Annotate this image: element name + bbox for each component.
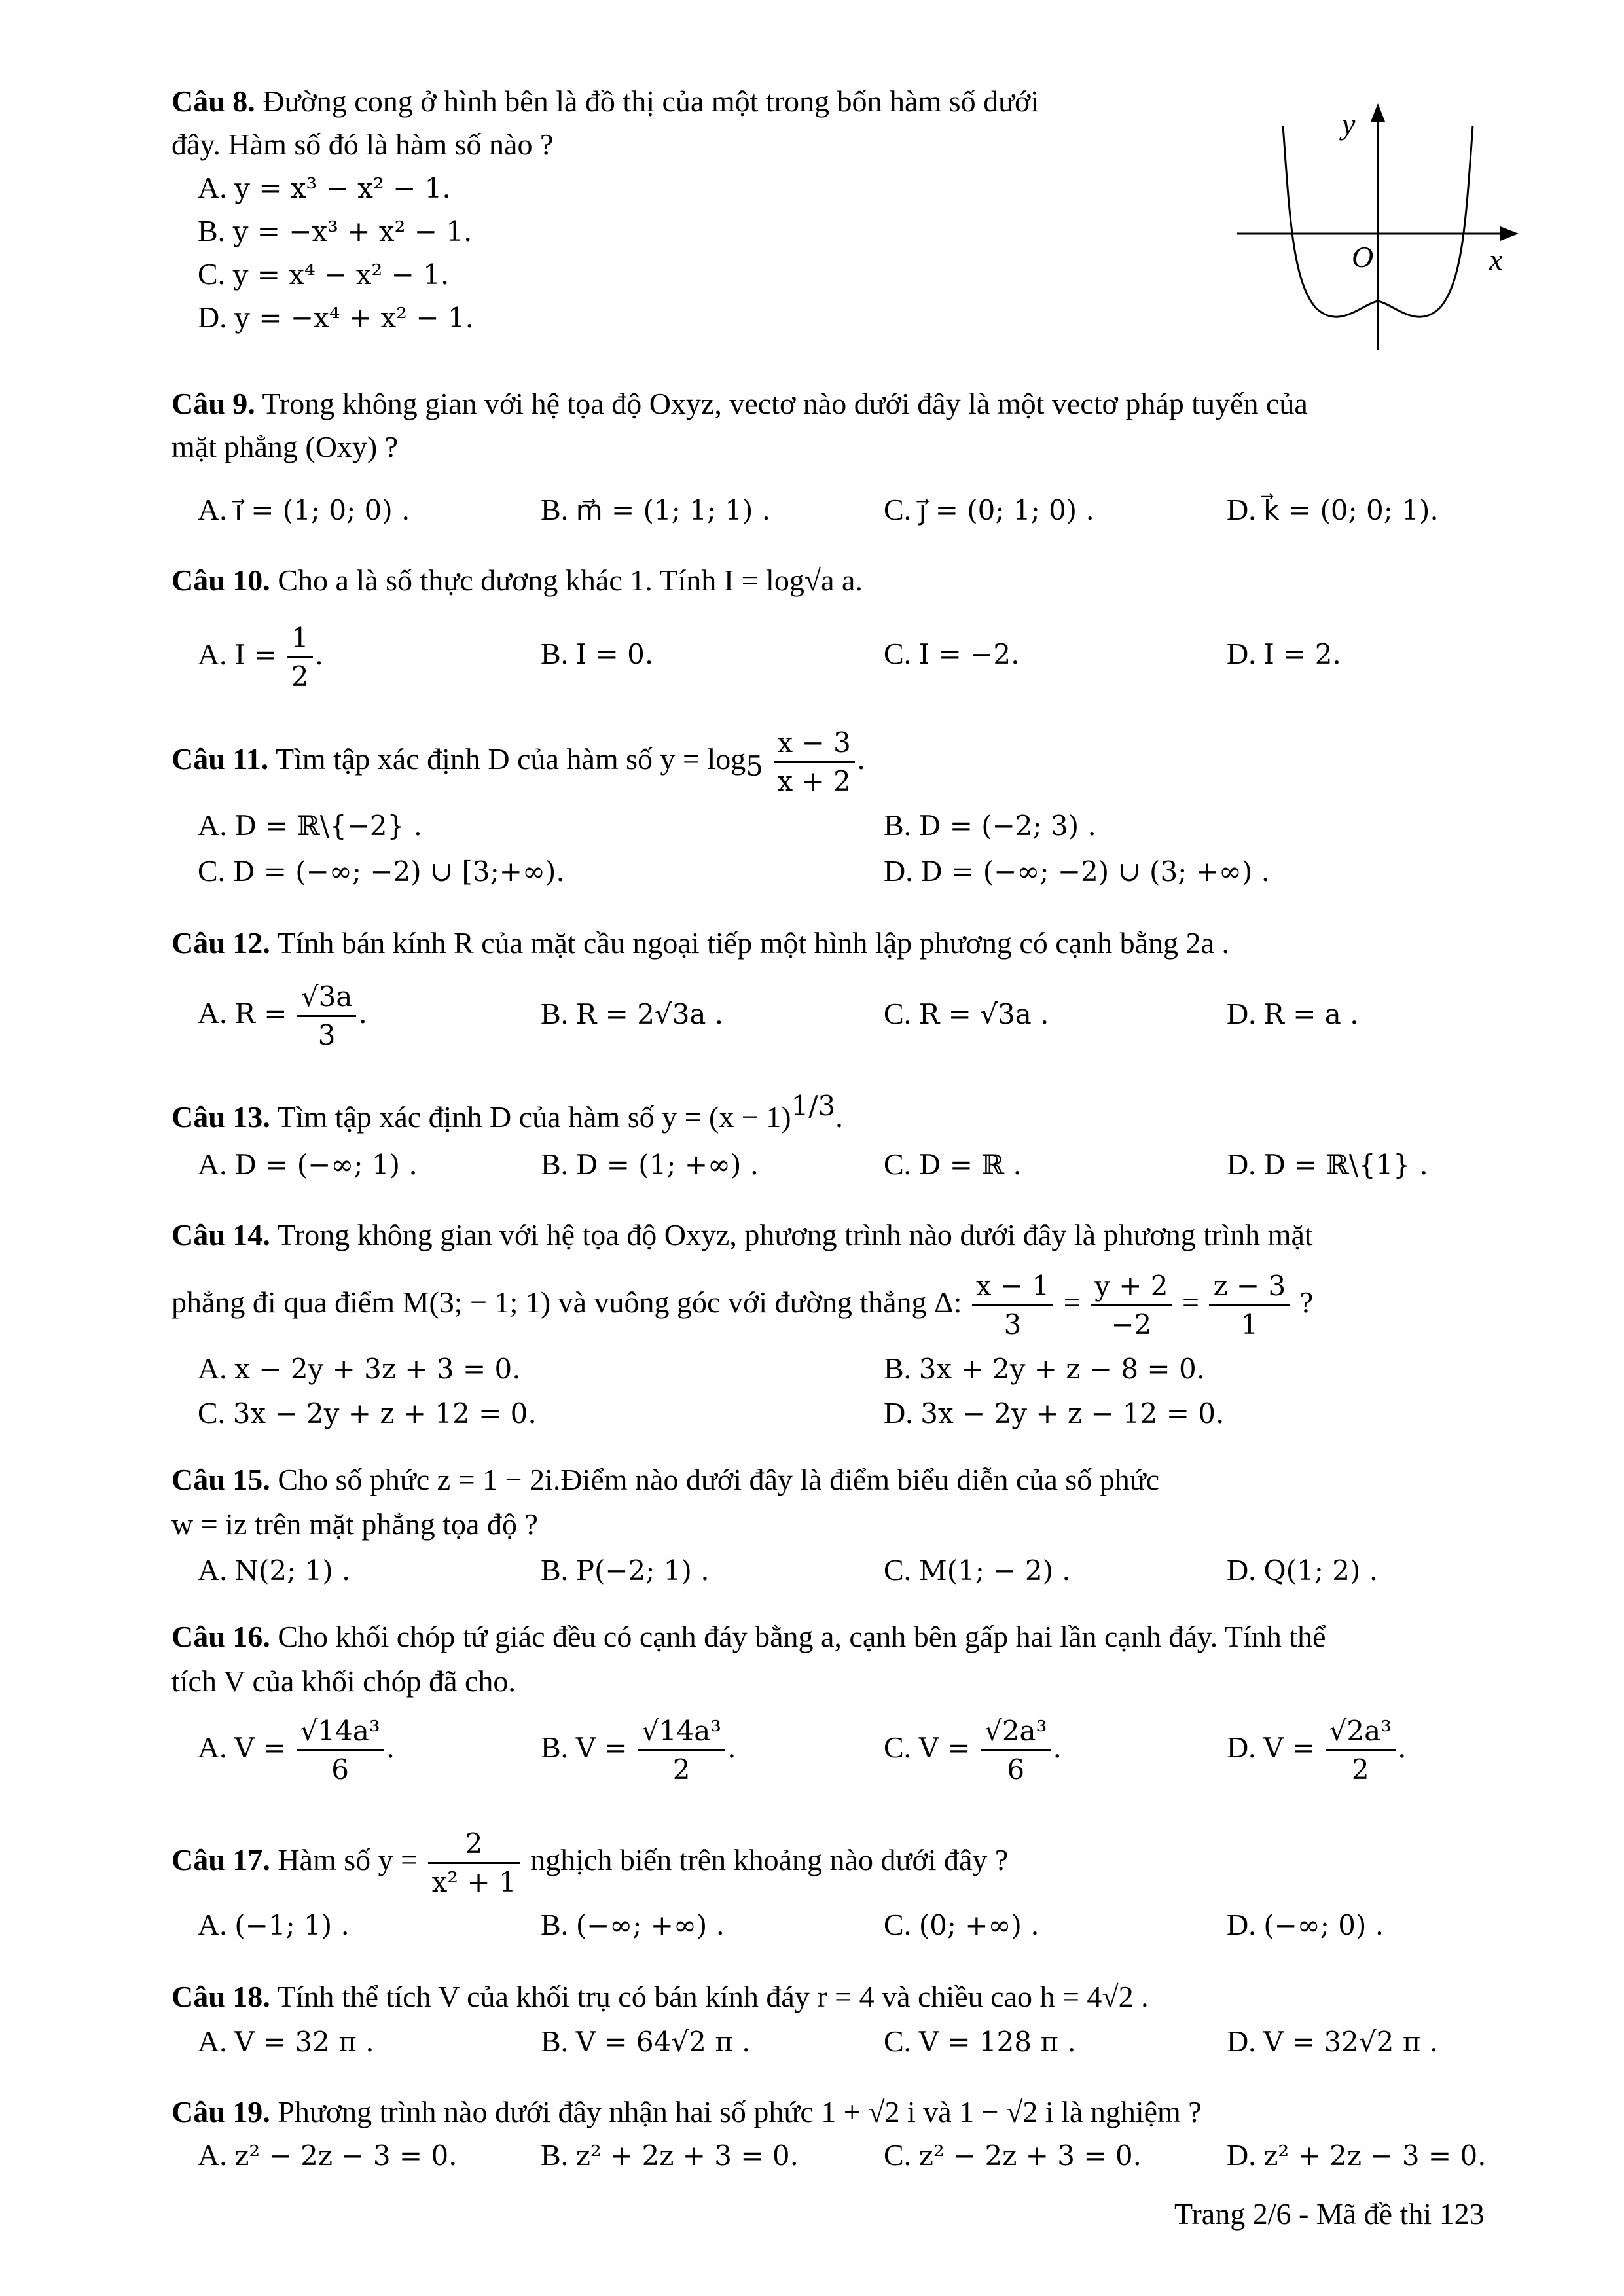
q12-option-a[interactable]: A. R = $\frac{√3a}{3}$ .	[198, 974, 367, 1054]
q8-text1: Đường cong ở hình bên là đồ thị của một trong bốn hàm số dưới	[262, 84, 1039, 118]
q19-option-d[interactable]: D. z² + 2z − 3 = 0.	[1227, 2138, 1487, 2172]
q17-option-d[interactable]: D. (−∞; 0) .	[1227, 1908, 1384, 1941]
q8-option-a[interactable]: A. y = x³ − x² − 1.	[198, 171, 451, 204]
q10-option-a[interactable]: A. I = $\frac{1}{2}$ .	[198, 615, 323, 695]
q17-option-b[interactable]: B. (−∞; +∞) .	[541, 1908, 725, 1941]
q15-stem-line1: Câu 15. Cho số phức z = 1 − 2i.Điểm nào dưới đây là điểm biểu diễn của số phức	[171, 1463, 1160, 1496]
q14-stem-line1: Câu 14. Trong không gian với hệ tọa độ Oxyz, phương trình nào dưới đây là phương trình mặt	[171, 1218, 1313, 1251]
q15-option-b[interactable]: B. P(−2; 1) .	[541, 1553, 710, 1587]
q13-stem: Câu 13. Tìm tập xác định D của hàm số $y = (x - 1)^{1/3}$.	[171, 1090, 843, 1134]
q13-option-b[interactable]: B. D = (1; +∞) .	[541, 1147, 759, 1181]
x-axis-label: x	[1489, 243, 1503, 276]
q14-option-b[interactable]: B. 3x + 2y + z − 8 = 0.	[884, 1352, 1206, 1385]
q16-option-b[interactable]: B. V = $\frac{\text{√14a³}}{2}$ .	[541, 1708, 736, 1788]
q8-option-c[interactable]: C. y = x⁴ − x² − 1.	[198, 257, 450, 291]
q10-option-b[interactable]: B. I = 0.	[541, 637, 654, 670]
q15-stem-line2: w = iz trên mặt phẳng tọa độ ?	[171, 1507, 538, 1541]
q9-option-c[interactable]: C. j⃗ = (0; 1; 0) .	[884, 493, 1094, 526]
q15-option-a[interactable]: A. N(2; 1) .	[198, 1553, 351, 1587]
q8-option-d[interactable]: D. y = −x⁴ + x² − 1.	[198, 300, 474, 334]
q18-option-a[interactable]: A. V = 32 π .	[198, 2024, 374, 2058]
q14-option-d[interactable]: D. 3x − 2y + z − 12 = 0.	[884, 1396, 1225, 1429]
q9-option-a[interactable]: A. i⃗ = (1; 0; 0) .	[198, 493, 410, 526]
q14-option-a[interactable]: A. x − 2y + 3z + 3 = 0.	[198, 1352, 521, 1385]
q9-option-b[interactable]: B. m⃗ = (1; 1; 1) .	[541, 493, 771, 526]
q19-option-c[interactable]: C. z² − 2z + 3 = 0.	[884, 2138, 1142, 2172]
q15-option-c[interactable]: C. M(1; − 2) .	[884, 1553, 1071, 1587]
y-axis-arrow	[1371, 103, 1385, 122]
q10-option-d[interactable]: D. I = 2.	[1227, 637, 1341, 670]
q10-option-c[interactable]: C. I = −2.	[884, 637, 1020, 670]
page-footer: Trang 2/6 - Mã đề thi 123	[1174, 2197, 1485, 2231]
x-axis-arrow	[1500, 226, 1519, 241]
q17-stem: Câu 17. Hàm số y = $\frac{2}{\text{x² + 1}}$ nghịch biến trên khoảng nào dưới đây ?	[171, 1821, 1008, 1901]
q16-option-d[interactable]: D. V = $\frac{\text{√2a³}}{2}$ .	[1227, 1708, 1405, 1788]
q11-stem: Câu 11. Tìm tập xác định D của hàm số $y = \log_5$ $\frac{x - 3}{x + 2}$ .	[171, 720, 865, 800]
q19-option-a[interactable]: A. z² − 2z − 3 = 0.	[198, 2138, 458, 2172]
q12-option-c[interactable]: C. R = √3a .	[884, 997, 1049, 1030]
q17-option-c[interactable]: C. (0; +∞) .	[884, 1908, 1039, 1941]
q8-stem-line1	[171, 81, 1039, 122]
q18-option-b[interactable]: B. V = 64√2 π .	[541, 2024, 751, 2058]
q18-stem: Câu 18. Tính thể tích V của khối trụ có bán kính đáy r = 4 và chiều cao h = 4√2 .	[171, 1980, 1149, 2013]
q12-option-d[interactable]: D. R = a .	[1227, 997, 1359, 1030]
q11-option-a[interactable]: A. D = ℝ\{−2} .	[198, 808, 422, 842]
q19-option-b[interactable]: B. z² + 2z + 3 = 0.	[541, 2138, 799, 2172]
q12-stem: Câu 12. Tính bán kính R của mặt cầu ngoại tiếp một hình lập phương có cạnh bằng 2a .	[171, 926, 1229, 960]
q17-option-a[interactable]: A. (−1; 1) .	[198, 1908, 350, 1941]
q11-option-c[interactable]: C. D = (−∞; −2) ∪ [3;+∞).	[198, 854, 565, 888]
q11-option-b[interactable]: B. D = (−2; 3) .	[884, 808, 1096, 842]
q19-stem: Câu 19. Phương trình nào dưới đây nhận hai số phức 1 + √2 i và 1 − √2 i là nghiệm ?	[171, 2095, 1202, 2128]
q9-stem-line2: mặt phẳng (Oxy) ?	[171, 430, 399, 463]
q16-option-a[interactable]: A. V = $\frac{\text{√14a³}}{6}$ .	[198, 1708, 394, 1788]
q10-stem: Câu 10. Cho a là số thực dương khác 1. Tính I = log√a a.	[171, 564, 863, 597]
q15-option-d[interactable]: D. Q(1; 2) .	[1227, 1553, 1379, 1587]
q16-stem-line1: Câu 16. Cho khối chóp tứ giác đều có cạnh đáy bằng a, cạnh bên gấp hai lần cạnh đáy. Tính thể	[171, 1620, 1326, 1653]
q14-option-c[interactable]: C. 3x − 2y + z + 12 = 0.	[198, 1396, 537, 1429]
q16-stem-line2: tích V của khối chóp đã cho.	[171, 1664, 516, 1698]
q8-option-b[interactable]: B. y = −x³ + x² − 1.	[198, 214, 473, 247]
q18-option-c[interactable]: C. V = 128 π .	[884, 2024, 1076, 2058]
q11-option-d[interactable]: D. D = (−∞; −2) ∪ (3; +∞) .	[884, 854, 1270, 888]
q8-stem-line2: đây. Hàm số đó là hàm số nào ?	[171, 128, 554, 161]
origin-label: O	[1352, 240, 1374, 274]
q13-option-c[interactable]: C. D = ℝ .	[884, 1147, 1022, 1181]
q12-option-b[interactable]: B. R = 2√3a .	[541, 997, 724, 1030]
q8-function-graph	[1231, 98, 1532, 353]
q14-stem-line2: phẳng đi qua điểm M(3; − 1; 1) và vuông góc với đường thẳng Δ: $\frac{x - 1}{3}$ = $\frac{y + 2}{-2}$ = $\frac{z - 3}{1}$ ?	[171, 1263, 1313, 1343]
q13-option-d[interactable]: D. D = ℝ\{1} .	[1227, 1147, 1428, 1181]
q13-option-a[interactable]: A. D = (−∞; 1) .	[198, 1147, 418, 1181]
q8-label: Câu 8.	[171, 84, 255, 118]
q18-option-d[interactable]: D. V = 32√2 π .	[1227, 2024, 1439, 2058]
y-axis-label: y	[1342, 107, 1356, 141]
q9-stem-line1: Câu 9. Trong không gian với hệ tọa độ Oxyz, vectơ nào dưới đây là một vectơ pháp tuyến của	[171, 387, 1308, 420]
q16-option-c[interactable]: C. V = $\frac{\text{√2a³}}{6}$ .	[884, 1708, 1061, 1788]
q9-option-d[interactable]: D. k⃗ = (0; 0; 1).	[1227, 493, 1439, 526]
